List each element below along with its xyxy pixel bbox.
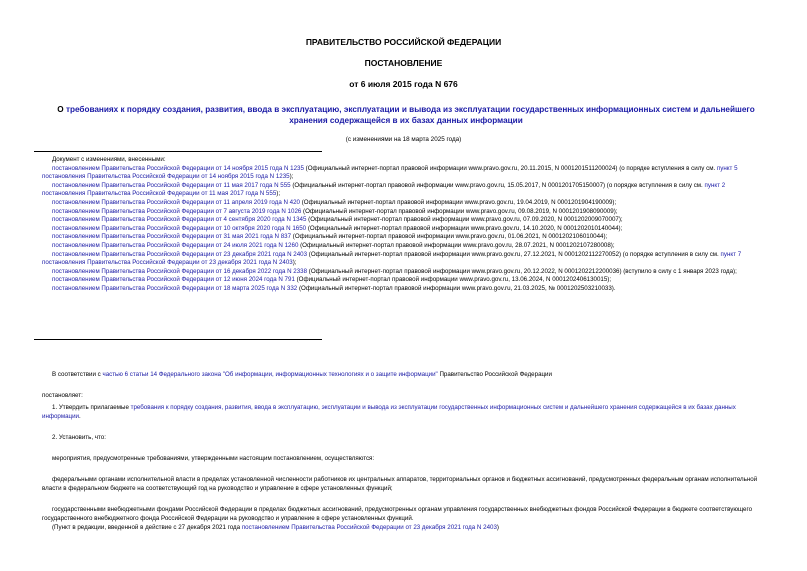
change-item xyxy=(42,242,768,251)
change-item xyxy=(42,251,768,268)
paragraph-1-text: 1. Утвердить прилагаемые xyxy=(52,404,131,411)
change-source: (Официальный интернет-портал правовой информации www.pravo.gov.ru, 20.12.2022, N 0001202212200036) (вступило в силу с 1 января 2023 года); xyxy=(307,267,737,275)
changes-intro: Документ с изменениями, внесенными: xyxy=(52,156,166,163)
changes-block xyxy=(42,156,768,294)
change-source: (Официальный интернет-портал правовой информации www.pravo.gov.ru, 13.06.2024, N 0001202406130015); xyxy=(294,276,612,284)
change-source: (Официальный интернет-портал правовой информации www.pravo.gov.ru, 20.11.2015, N 0001201511200024) (о порядке вступления в силу см. xyxy=(303,164,717,172)
change-item xyxy=(42,199,768,208)
preamble-tail: Правительство Российской Федерации xyxy=(437,371,552,378)
change-item xyxy=(42,233,768,242)
paragraph-2-intro: мероприятия, предусмотренные требованиями, утвержденными настоящим постановлением, осуществляются: xyxy=(52,455,375,462)
change-item xyxy=(42,225,768,234)
paragraph-1-tail: . xyxy=(79,412,81,420)
amendment-note-text: (Пункт в редакции, введенной в действие с 27 декабря 2021 года xyxy=(52,524,242,531)
amendment-link[interactable]: постановлением Правительства Российской Федерации от 23 декабря 2021 года N 2403 xyxy=(241,524,497,531)
change-item xyxy=(42,216,768,225)
effective-date-link[interactable]: пункт 2 постановления Правительства Российской Федерации от 11 мая 2017 года N 555 xyxy=(42,181,726,198)
document-title xyxy=(50,104,762,126)
preamble-text: В соответствии с xyxy=(52,371,103,378)
change-link[interactable]: постановлением Правительства Российской Федерации от 24 июля 2021 года N 1260 xyxy=(52,241,299,249)
change-item xyxy=(42,285,768,294)
divider-bottom xyxy=(34,339,322,340)
resolves-text: постановляет: xyxy=(42,392,83,399)
change-item xyxy=(42,276,768,285)
change-link[interactable]: постановлением Правительства Российской Федерации от 7 августа 2019 года N 1026 xyxy=(52,207,302,215)
change-link[interactable]: постановлением Правительства Российской Федерации от 12 июня 2024 года N 791 xyxy=(52,276,295,284)
document-date-number: от 6 июля 2015 года N 676 xyxy=(349,79,458,89)
change-tail: ); xyxy=(276,190,281,198)
change-source: (Официальный интернет-портал правовой информации www.pravo.gov.ru, 15.05.2017, N 0001201705150007) (о порядке вступления в силу см. xyxy=(290,181,705,189)
paragraph-2-item-1: федеральными органами исполнительной власти в пределах установленной численности работников их центральных аппаратов, территориальных органов и бюджетных ассигнований, предусмотренных федеральным органам исполнительной власти в федеральном бюджете на соответствующий год на руководство и управление в сфере установленных функций; xyxy=(42,476,758,492)
change-tail: ); xyxy=(289,173,294,181)
preamble xyxy=(42,371,768,380)
title-prefix: О xyxy=(57,105,66,114)
effective-date-link[interactable]: пункт 5 постановления Правительства Российской Федерации от 14 ноября 2015 года N 1235 xyxy=(42,164,738,181)
change-link[interactable]: постановлением Правительства Российской Федерации от 4 сентября 2020 года N 1345 xyxy=(52,216,307,224)
change-link[interactable]: постановлением Правительства Российской Федерации от 14 ноября 2015 года N 1235 xyxy=(52,164,304,172)
change-link[interactable]: постановлением Правительства Российской Федерации от 31 мая 2021 года N 837 xyxy=(52,233,292,241)
revision-note: (с изменениями на 18 марта 2025 года) xyxy=(345,136,462,143)
change-tail: ); xyxy=(292,259,297,267)
change-item xyxy=(42,208,768,217)
paragraph-2-item-2: государственными внебюджетными фондами Российской Федерации в пределах бюджетных ассигнований, предусмотренных органам управления государственных внебюджетных фондов Российской Федерации в бюджете соответствующего государственного внебюджетного фонда Российской Федерации на руководство и управление в сфере установленных функций. xyxy=(42,506,753,522)
change-link[interactable]: постановлением Правительства Российской Федерации от 11 мая 2017 года N 555 xyxy=(52,181,291,189)
change-link[interactable]: постановлением Правительства Российской Федерации от 23 декабря 2021 года N 2403 xyxy=(52,250,308,258)
change-source: (Официальный интернет-портал правовой информации www.pravo.gov.ru, 14.10.2020, N 0001202010140044); xyxy=(306,224,623,232)
title-link[interactable]: требованиях к порядку создания, развития, ввода в эксплуатацию, эксплуатации и вывода из эксплуатации государственных информационных систем и дальнейшего хранения содержащейся в их базах данных информации xyxy=(65,105,755,125)
effective-date-link[interactable]: пункт 7 постановления Правительства Российской Федерации от 23 декабря 2021 года N 2403 xyxy=(42,250,742,267)
change-link[interactable]: постановлением Правительства Российской Федерации от 16 декабря 2022 года N 2338 xyxy=(52,267,308,275)
changes-list xyxy=(42,165,768,294)
change-source: (Официальный интернет-портал правовой информации www.pravo.gov.ru, 07.09.2020, N 0001202009070007); xyxy=(306,216,623,224)
change-item xyxy=(42,182,768,199)
government-name: ПРАВИТЕЛЬСТВО РОССИЙСКОЙ ФЕДЕРАЦИИ xyxy=(305,37,502,47)
paragraph-1 xyxy=(42,404,768,421)
amendment-note xyxy=(42,524,768,533)
change-source: (Официальный интернет-портал правовой информации www.pravo.gov.ru, 09.08.2019, N 0001201908090009); xyxy=(301,207,618,215)
change-source: (Официальный интернет-портал правовой информации www.pravo.gov.ru, 01.06.2021, N 0001202106010044); xyxy=(291,233,608,241)
amendment-note-tail: ) xyxy=(496,524,499,531)
paragraph-2: 2. Установить, что: xyxy=(52,434,106,441)
change-source: (Официальный интернет-портал правовой информации www.pravo.gov.ru, 27.12.2021, N 0001202112270052) (о порядке вступления в силу см. xyxy=(307,250,721,258)
change-item xyxy=(42,165,768,182)
document-type: ПОСТАНОВЛЕНИЕ xyxy=(364,58,443,68)
change-source: (Официальный интернет-портал правовой информации www.pravo.gov.ru, 21.03.2025, № 0001202503210033). xyxy=(297,284,616,292)
change-source: (Официальный интернет-портал правовой информации www.pravo.gov.ru, 28.07.2021, N 0001202107280008); xyxy=(298,241,615,249)
change-link[interactable]: постановлением Правительства Российской Федерации от 10 октября 2020 года N 1650 xyxy=(52,224,307,232)
change-link[interactable]: постановлением Правительства Российской Федерации от 11 апреля 2019 года N 420 xyxy=(52,198,300,206)
change-item xyxy=(42,268,768,277)
federal-law-link[interactable]: частью 6 статьи 14 Федерального закона "Об информации, информационных технологиях и о защите информации" xyxy=(102,371,438,378)
change-link[interactable]: постановлением Правительства Российской Федерации от 18 марта 2025 года N 332 xyxy=(52,284,298,292)
change-source: (Официальный интернет-портал правовой информации www.pravo.gov.ru, 19.04.2019, N 0001201904190009); xyxy=(300,198,617,206)
requirements-link[interactable]: требования к порядку создания, развития, ввода в эксплуатацию, эксплуатации и вывода из эксплуатации государственных информационных систем и дальнейшего хранения содержащейся в их базах данных информации xyxy=(42,404,736,420)
divider-top xyxy=(34,151,322,152)
